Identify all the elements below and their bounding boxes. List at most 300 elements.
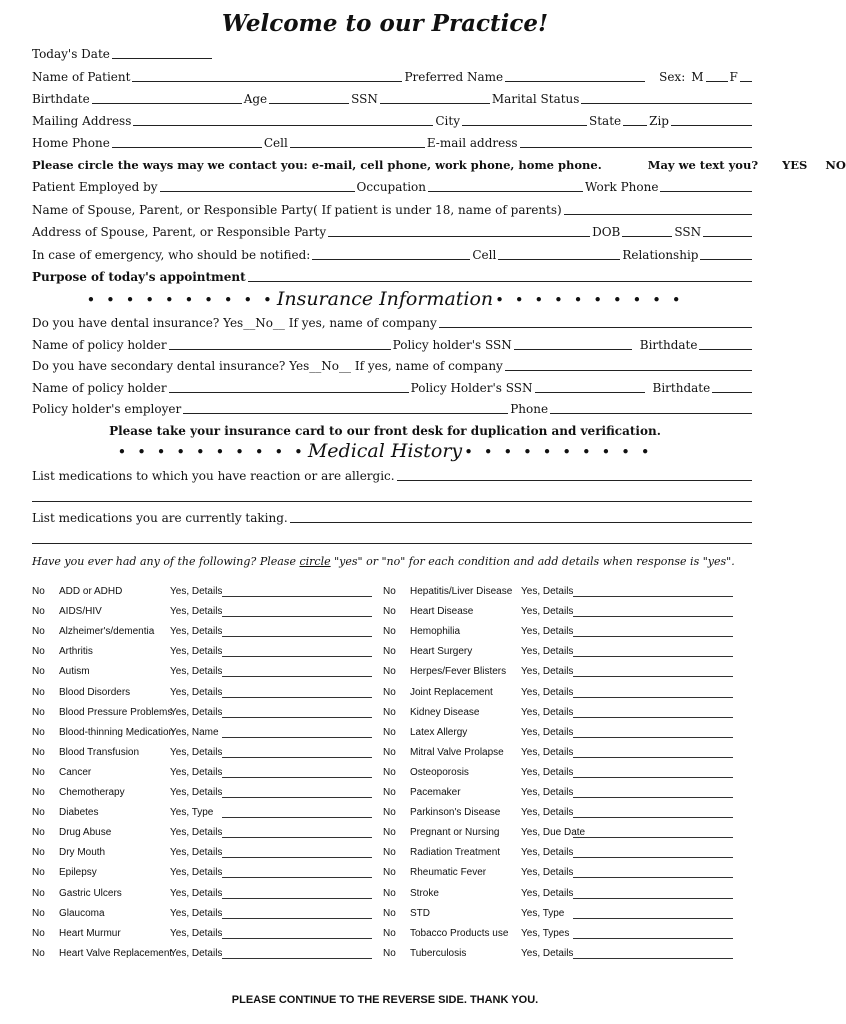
- work-phone-label: Work Phone: [585, 180, 659, 194]
- condition-name: Kidney Disease: [410, 706, 480, 718]
- yes-option[interactable]: Yes, Details: [170, 626, 223, 638]
- purpose-label: Purpose of today's appointment: [32, 270, 246, 284]
- yes-option[interactable]: Yes, Name: [170, 726, 219, 738]
- no-option[interactable]: No: [383, 807, 396, 819]
- yes-option[interactable]: Yes, Details: [170, 746, 223, 758]
- state-label: State: [589, 114, 622, 128]
- right-condition-row: [383, 867, 723, 881]
- employer-field[interactable]: [183, 402, 508, 414]
- condition-name: Mitral Valve Prolapse: [410, 746, 504, 758]
- employment-row: [32, 178, 754, 194]
- condition-name: Heart Murmur: [59, 927, 121, 939]
- no-option[interactable]: No: [383, 606, 396, 618]
- condition-name: Latex Allergy: [410, 726, 468, 738]
- no-option[interactable]: No: [32, 586, 45, 597]
- condition-name: Diabetes: [59, 807, 99, 819]
- yes-option[interactable]: Yes, Details: [521, 746, 574, 758]
- employer-phone-label: Phone: [510, 402, 549, 416]
- dental-insurance-question: Do you have dental insurance? Yes__No__ If yes, name of company: [32, 316, 437, 330]
- no-option[interactable]: No: [32, 606, 45, 618]
- condition-name: Glaucoma: [59, 907, 105, 919]
- no-option[interactable]: No: [32, 807, 45, 819]
- no-option[interactable]: No: [383, 927, 396, 939]
- details-field[interactable]: [573, 777, 733, 778]
- details-field[interactable]: [222, 877, 372, 878]
- age-label: Age: [243, 92, 268, 106]
- condition-name: Autism: [59, 666, 90, 678]
- left-condition-row: [32, 727, 372, 741]
- yes-option[interactable]: Yes, Details: [521, 807, 574, 819]
- yes-option[interactable]: Yes, Details: [521, 666, 574, 678]
- right-condition-row: [383, 747, 723, 761]
- yes-option[interactable]: Yes, Details: [521, 586, 574, 597]
- mailing-address-row: [32, 112, 754, 128]
- condition-name: Dry Mouth: [59, 847, 106, 859]
- details-field[interactable]: [222, 797, 372, 798]
- yes-option[interactable]: Yes, Details: [170, 887, 223, 899]
- details-field[interactable]: [573, 656, 733, 657]
- left-condition-row: [32, 888, 372, 902]
- policy-holder-birthdate-label: Birthdate: [639, 338, 698, 352]
- no-option[interactable]: No: [383, 766, 396, 778]
- left-condition-row: [32, 807, 372, 821]
- details-field[interactable]: [222, 676, 372, 677]
- cell-field[interactable]: [290, 136, 425, 148]
- policy-holder2-birthdate-label: Birthdate: [652, 381, 711, 395]
- details-field[interactable]: [573, 877, 733, 878]
- ssn-label: SSN: [351, 92, 378, 106]
- details-field[interactable]: [222, 656, 372, 657]
- left-condition-row: [32, 908, 372, 922]
- responsible-address-row: [32, 223, 754, 239]
- condition-name: Rheumatic Fever: [410, 867, 487, 879]
- responsible-party-label: Name of Spouse, Parent, or Responsible Party( If patient is under 18, name of parents): [32, 203, 562, 217]
- zip-field[interactable]: [671, 114, 752, 126]
- contact-preference-row: [32, 156, 846, 172]
- no-option[interactable]: No: [383, 726, 396, 738]
- yes-option[interactable]: Yes, Type: [170, 807, 214, 819]
- employed-by-label: Patient Employed by: [32, 180, 158, 194]
- policy-holder-field[interactable]: [169, 338, 391, 350]
- condition-name: Hepatitis/Liver Disease: [410, 586, 513, 597]
- details-field[interactable]: [573, 596, 733, 597]
- policy-holder2-ssn-label: Policy Holder's SSN: [410, 381, 533, 395]
- details-field[interactable]: [573, 697, 733, 698]
- left-condition-row: [32, 847, 372, 861]
- no-option[interactable]: No: [383, 847, 396, 859]
- details-field[interactable]: [222, 596, 372, 597]
- form-title: Welcome to our Practice!: [221, 10, 549, 37]
- preferred-name-field[interactable]: [505, 70, 645, 82]
- no-option[interactable]: No: [383, 586, 396, 597]
- left-condition-row: [32, 747, 372, 761]
- condition-name: AIDS/HIV: [59, 606, 102, 618]
- yes-option[interactable]: Yes, Details: [521, 766, 574, 778]
- sex-label: Sex:: [659, 70, 686, 84]
- instruction-circle-word: circle: [299, 555, 331, 568]
- age-field[interactable]: [269, 92, 349, 104]
- sex-f-label: F: [729, 70, 738, 84]
- birthdate-label: Birthdate: [32, 92, 90, 106]
- details-field[interactable]: [573, 737, 733, 738]
- secondary-insurance-row: [32, 357, 754, 373]
- policy-holder2-birthdate-field[interactable]: [712, 381, 752, 393]
- no-option[interactable]: No: [383, 626, 396, 638]
- home-phone-label: Home Phone: [32, 136, 110, 150]
- condition-name: Parkinson's Disease: [410, 807, 501, 819]
- no-option[interactable]: No: [383, 686, 396, 698]
- condition-name: Tuberculosis: [410, 947, 467, 959]
- yes-option[interactable]: Yes, Details: [170, 666, 223, 678]
- condition-name: Herpes/Fever Blisters: [410, 666, 507, 678]
- cell-label: Cell: [263, 136, 288, 150]
- employer-label: Policy holder's employer: [32, 402, 182, 416]
- no-option[interactable]: No: [32, 706, 45, 718]
- dental-insurance-row: [32, 314, 754, 330]
- details-field[interactable]: [222, 636, 372, 637]
- details-field[interactable]: [222, 616, 372, 617]
- yes-option[interactable]: Yes, Details: [521, 726, 574, 738]
- no-option[interactable]: No: [383, 746, 396, 758]
- allergy-label: List medications to which you have reaction or are allergic.: [32, 469, 395, 483]
- email-label: E-mail address: [426, 136, 518, 150]
- yes-option[interactable]: Yes, Details: [170, 847, 223, 859]
- condition-name: Arthritis: [59, 646, 93, 658]
- current-meds-row-2: [32, 530, 754, 546]
- right-condition-row: [383, 948, 723, 962]
- conditions-instruction: [32, 555, 735, 568]
- policy-holder2-field[interactable]: [169, 381, 409, 393]
- right-condition-row: [383, 646, 723, 660]
- marital-status-field[interactable]: [581, 92, 752, 104]
- yes-option[interactable]: Yes, Types: [521, 927, 570, 939]
- right-condition-row: [383, 827, 723, 841]
- condition-name: Pacemaker: [410, 787, 461, 798]
- text-no-option[interactable]: NO: [825, 158, 846, 172]
- no-option[interactable]: No: [32, 847, 45, 859]
- yes-option[interactable]: Yes, Details: [170, 787, 223, 798]
- right-condition-row: [383, 626, 723, 640]
- no-option[interactable]: No: [383, 666, 396, 678]
- todays-date-label: Today's Date: [32, 47, 110, 61]
- yes-option[interactable]: Yes, Details: [521, 867, 574, 879]
- emergency-cell-field[interactable]: [498, 248, 620, 260]
- condition-name: Pregnant or Nursing: [410, 827, 500, 839]
- left-condition-row: [32, 626, 372, 640]
- occupation-label: Occupation: [356, 180, 427, 194]
- purpose-field[interactable]: [248, 270, 752, 282]
- allergy-field-2[interactable]: [32, 490, 752, 502]
- right-condition-row: [383, 787, 723, 801]
- employer-row: [32, 400, 754, 416]
- details-field[interactable]: [222, 958, 372, 959]
- policy-holder-label: Name of policy holder: [32, 338, 167, 352]
- no-option[interactable]: No: [383, 646, 396, 658]
- policy-holder-ssn-field[interactable]: [514, 338, 632, 350]
- yes-option[interactable]: Yes, Details: [170, 646, 223, 658]
- no-option[interactable]: No: [32, 827, 45, 839]
- no-option[interactable]: No: [32, 686, 45, 698]
- no-option[interactable]: No: [383, 907, 396, 919]
- details-field[interactable]: [222, 737, 372, 738]
- policy-holder-row: [32, 336, 754, 352]
- yes-option[interactable]: Yes, Details: [170, 947, 223, 959]
- left-condition-row: [32, 606, 372, 620]
- left-condition-row: [32, 948, 372, 962]
- employed-by-field[interactable]: [160, 180, 355, 192]
- work-phone-field[interactable]: [660, 180, 752, 192]
- no-option[interactable]: No: [32, 867, 45, 879]
- no-option[interactable]: No: [383, 867, 396, 879]
- details-field[interactable]: [573, 717, 733, 718]
- left-condition-row: [32, 827, 372, 841]
- yes-option[interactable]: Yes, Details: [521, 706, 574, 718]
- left-condition-row: [32, 687, 372, 701]
- details-field[interactable]: [573, 757, 733, 758]
- current-meds-field[interactable]: [290, 511, 752, 523]
- dob-field[interactable]: [622, 225, 672, 237]
- yes-option[interactable]: Yes, Details: [521, 686, 574, 698]
- yes-option[interactable]: Yes, Details: [521, 606, 574, 618]
- details-field[interactable]: [573, 857, 733, 858]
- medical-title: Medical History: [307, 440, 463, 462]
- left-condition-row: [32, 666, 372, 680]
- condition-name: Gastric Ulcers: [59, 887, 122, 899]
- yes-option[interactable]: Yes, Details: [521, 887, 574, 899]
- insurance-heading: [0, 288, 770, 310]
- no-option[interactable]: No: [32, 907, 45, 919]
- condition-name: Blood Pressure Problems: [59, 706, 173, 718]
- right-condition-row: [383, 908, 723, 922]
- preferred-name-label: Preferred Name: [404, 70, 504, 84]
- condition-name: Blood-thinning Medication: [59, 726, 175, 738]
- ssn2-label: SSN: [674, 225, 702, 239]
- no-option[interactable]: No: [32, 726, 45, 738]
- patient-name-row: [32, 68, 754, 84]
- yes-option[interactable]: Yes, Details: [170, 766, 223, 778]
- zip-label: Zip: [649, 114, 669, 128]
- secondary-company-field[interactable]: [505, 359, 752, 371]
- left-condition-row: [32, 707, 372, 721]
- city-label: City: [435, 114, 460, 128]
- details-field[interactable]: [573, 616, 733, 617]
- condition-name: Blood Disorders: [59, 686, 131, 698]
- right-condition-row: [383, 606, 723, 620]
- details-field[interactable]: [573, 837, 733, 838]
- ssn2-field[interactable]: [703, 225, 752, 237]
- details-field[interactable]: [573, 817, 733, 818]
- birthdate-row: [32, 90, 754, 106]
- employer-phone-field[interactable]: [550, 402, 752, 414]
- no-option[interactable]: No: [32, 646, 45, 658]
- right-condition-row: [383, 807, 723, 821]
- condition-name: Cancer: [59, 766, 92, 778]
- email-field[interactable]: [520, 136, 752, 148]
- yes-option[interactable]: Yes, Details: [170, 867, 223, 879]
- birthdate-field[interactable]: [92, 92, 242, 104]
- condition-name: Hemophilia: [410, 626, 461, 638]
- responsible-address-field[interactable]: [328, 225, 590, 237]
- condition-name: Blood Transfusion: [59, 746, 140, 758]
- emergency-cell-label: Cell: [472, 248, 497, 262]
- no-option[interactable]: No: [383, 947, 396, 959]
- yes-option[interactable]: Yes, Details: [521, 626, 574, 638]
- policy-holder-ssn-label: Policy holder's SSN: [392, 338, 512, 352]
- details-field[interactable]: [222, 777, 372, 778]
- text-question: May we text you?: [647, 158, 759, 172]
- responsible-party-row: [32, 201, 754, 217]
- sex-f-field[interactable]: [740, 70, 752, 82]
- responsible-party-field[interactable]: [564, 203, 752, 215]
- city-field[interactable]: [462, 114, 587, 126]
- details-field[interactable]: [222, 898, 372, 899]
- yes-option[interactable]: Yes, Details: [170, 606, 223, 618]
- allergy-row-2: [32, 488, 754, 504]
- medical-dots-right: • • • • • • • • • •: [464, 443, 653, 461]
- mailing-address-label: Mailing Address: [32, 114, 132, 128]
- condition-name: Heart Surgery: [410, 646, 473, 658]
- no-option[interactable]: No: [32, 927, 45, 939]
- yes-option[interactable]: Yes, Details: [170, 907, 223, 919]
- details-field[interactable]: [573, 676, 733, 677]
- condition-name: ADD or ADHD: [59, 586, 123, 597]
- patient-name-label: Name of Patient: [32, 70, 131, 84]
- details-field[interactable]: [573, 918, 733, 919]
- yes-option[interactable]: Yes, Details: [521, 847, 574, 859]
- mailing-address-field[interactable]: [133, 114, 433, 126]
- details-field[interactable]: [222, 757, 372, 758]
- details-field[interactable]: [573, 797, 733, 798]
- details-field[interactable]: [573, 898, 733, 899]
- todays-date-row: [32, 45, 754, 61]
- condition-name: Joint Replacement: [410, 686, 493, 698]
- yes-option[interactable]: Yes, Details: [170, 927, 223, 939]
- right-condition-row: [383, 888, 723, 902]
- details-field[interactable]: [222, 837, 372, 838]
- insurance-title: Insurance Information: [276, 288, 494, 310]
- left-condition-row: [32, 928, 372, 942]
- footer-note: PLEASE CONTINUE TO THE REVERSE SIDE. THANK YOU.: [231, 994, 539, 1006]
- details-field[interactable]: [222, 817, 372, 818]
- instruction-text-a: Have you ever had any of the following? Please: [32, 555, 300, 568]
- no-option[interactable]: No: [383, 787, 396, 798]
- right-condition-row: [383, 707, 723, 721]
- condition-name: Alzheimer's/dementia: [59, 626, 155, 638]
- patient-name-field[interactable]: [132, 70, 402, 82]
- policy-holder2-ssn-field[interactable]: [535, 381, 645, 393]
- emergency-field[interactable]: [312, 248, 470, 260]
- occupation-field[interactable]: [428, 180, 583, 192]
- details-field[interactable]: [222, 697, 372, 698]
- yes-option[interactable]: Yes, Due Date: [521, 827, 586, 839]
- secondary-insurance-question: Do you have secondary dental insurance? Yes__No__ If yes, name of company: [32, 359, 503, 373]
- yes-option[interactable]: Yes, Details: [170, 827, 223, 839]
- details-field[interactable]: [222, 857, 372, 858]
- condition-name: Chemotherapy: [59, 787, 125, 798]
- left-condition-row: [32, 787, 372, 801]
- no-option[interactable]: No: [32, 766, 45, 778]
- current-meds-field-2[interactable]: [32, 532, 752, 544]
- yes-option[interactable]: Yes, Details: [521, 947, 574, 959]
- details-field[interactable]: [222, 717, 372, 718]
- condition-name: Epilepsy: [59, 867, 97, 879]
- ssn-field[interactable]: [380, 92, 490, 104]
- allergy-row: [32, 467, 754, 483]
- left-condition-row: [32, 767, 372, 781]
- left-condition-row: [32, 586, 372, 600]
- relationship-label: Relationship: [622, 248, 699, 262]
- yes-option[interactable]: Yes, Type: [521, 907, 565, 919]
- no-option[interactable]: No: [32, 787, 45, 798]
- insurance-dots-right: • • • • • • • • • •: [495, 291, 684, 309]
- no-option[interactable]: No: [32, 887, 45, 899]
- contact-preference-text: Please circle the ways may we contact you: e-mail, cell phone, work phone, home phone.: [32, 158, 602, 172]
- no-option[interactable]: No: [383, 887, 396, 899]
- text-yes-option[interactable]: YES: [782, 158, 808, 172]
- todays-date-field[interactable]: [112, 47, 212, 59]
- details-field[interactable]: [573, 938, 733, 939]
- condition-name: Stroke: [410, 887, 439, 899]
- current-meds-label: List medications you are currently taking.: [32, 511, 288, 525]
- condition-name: STD: [410, 907, 430, 919]
- policy-holder2-label: Name of policy holder: [32, 381, 167, 395]
- yes-option[interactable]: Yes, Details: [521, 646, 574, 658]
- right-condition-row: [383, 687, 723, 701]
- state-field[interactable]: [623, 114, 647, 126]
- no-option[interactable]: No: [383, 827, 396, 839]
- condition-name: Heart Valve Replacement: [59, 947, 173, 959]
- no-option[interactable]: No: [32, 626, 45, 638]
- yes-option[interactable]: Yes, Details: [170, 586, 223, 597]
- right-condition-row: [383, 847, 723, 861]
- left-condition-row: [32, 646, 372, 660]
- condition-name: Heart Disease: [410, 606, 474, 618]
- details-field[interactable]: [222, 918, 372, 919]
- condition-name: Tobacco Products use: [410, 927, 509, 939]
- phone-row: [32, 134, 754, 150]
- medical-heading: [0, 440, 770, 462]
- condition-name: Drug Abuse: [59, 827, 112, 839]
- right-condition-row: [383, 727, 723, 741]
- details-field[interactable]: [573, 636, 733, 637]
- policy-holder-birthdate-field[interactable]: [699, 338, 752, 350]
- right-condition-row: [383, 767, 723, 781]
- no-option[interactable]: No: [32, 746, 45, 758]
- no-option[interactable]: No: [32, 666, 45, 678]
- dental-company-field[interactable]: [439, 316, 752, 328]
- policy-holder2-row: [32, 379, 754, 395]
- no-option[interactable]: No: [32, 947, 45, 959]
- home-phone-field[interactable]: [112, 136, 262, 148]
- insurance-dots-left: • • • • • • • • • •: [86, 291, 275, 309]
- sex-m-label: M: [691, 70, 704, 84]
- no-option[interactable]: No: [383, 706, 396, 718]
- relationship-field[interactable]: [700, 248, 752, 260]
- yes-option[interactable]: Yes, Details: [170, 686, 223, 698]
- right-condition-row: [383, 928, 723, 942]
- details-field[interactable]: [573, 958, 733, 959]
- yes-option[interactable]: Yes, Details: [170, 706, 223, 718]
- yes-option[interactable]: Yes, Details: [521, 787, 574, 798]
- marital-status-label: Marital Status: [491, 92, 580, 106]
- current-meds-row: [32, 509, 754, 525]
- purpose-row: [32, 268, 754, 284]
- allergy-field[interactable]: [397, 469, 752, 481]
- instruction-text-b: "yes" or "no" for each condition and add details when response is "yes".: [330, 555, 735, 568]
- sex-m-field[interactable]: [706, 70, 728, 82]
- emergency-label: In case of emergency, who should be notified:: [32, 248, 311, 262]
- details-field[interactable]: [222, 938, 372, 939]
